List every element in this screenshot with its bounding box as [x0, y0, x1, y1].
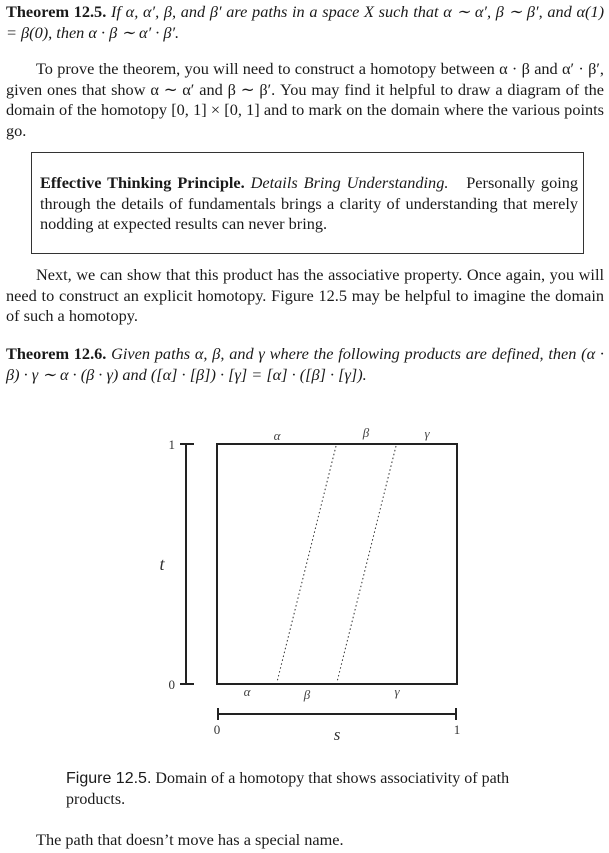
s-tick-0: 0 [213, 722, 221, 737]
principle-body: Personally going through the details of fundamentals brings a clarity of understanding that merely nodding at expected results can never bring. [40, 173, 579, 234]
division-line-2 [337, 446, 396, 682]
s-axis [218, 708, 456, 720]
t-tick-0: 0 [168, 677, 175, 692]
t-axis [180, 444, 194, 684]
principle-label: Effective Thinking Principle. [40, 173, 245, 192]
caption-label: Figure 12.5. [66, 770, 152, 787]
principle-title: Details Bring Understanding. [250, 173, 449, 192]
t-tick-1: 1 [168, 437, 175, 452]
figure-caption [66, 768, 566, 810]
paragraph-special-name: The path that doesn’t move has a special name. [36, 830, 344, 849]
bottom-label-beta: β [303, 687, 311, 702]
theorem-statement: Given paths α, β, and γ where the following products are defined, then (α · β) · γ ∼ α · (β · γ) and ([α] · [β]) · [γ] = [α] · ([β] · [γ]). [6, 344, 604, 384]
bottom-label-alpha: α [243, 684, 251, 699]
theorem-label: Theorem 12.5. [6, 2, 107, 21]
top-label-alpha: α [273, 428, 281, 443]
paragraph-associative: Next, we can show that this product has the associative property. Once again, you will need to construct an explicit homotopy. Figure 12.5 may be helpful to imagine the domain of such a homotopy. [6, 265, 604, 326]
s-axis-label: s [333, 725, 341, 744]
paragraph-proof-hint: To prove the theorem, you will need to construct a homotopy between α · β and α′ · β′, given ones that show α ∼ α′ and β ∼ β′. You may find it helpful to draw a diagram of the domain of the homotopy [0, 1] × [0, 1] and to mark on the domain where the various points go. [6, 59, 604, 140]
top-label-gamma: γ [424, 426, 430, 441]
bottom-label-gamma: γ [394, 684, 400, 699]
theorem-statement: If α, α′, β, and β′ are paths in a space X such that α ∼ α′, β ∼ β′, and α(1) = β(0), then α · β ∼ α′ · β′. [6, 2, 605, 42]
caption-text: Domain of a homotopy that shows associativity of path products. [66, 770, 510, 808]
s-tick-1: 1 [453, 722, 461, 737]
top-label-beta: β [362, 425, 370, 440]
theorem-label: Theorem 12.6. [6, 344, 107, 363]
t-axis-label: t [159, 554, 165, 574]
domain-square [217, 444, 457, 684]
division-line-1 [277, 446, 336, 682]
